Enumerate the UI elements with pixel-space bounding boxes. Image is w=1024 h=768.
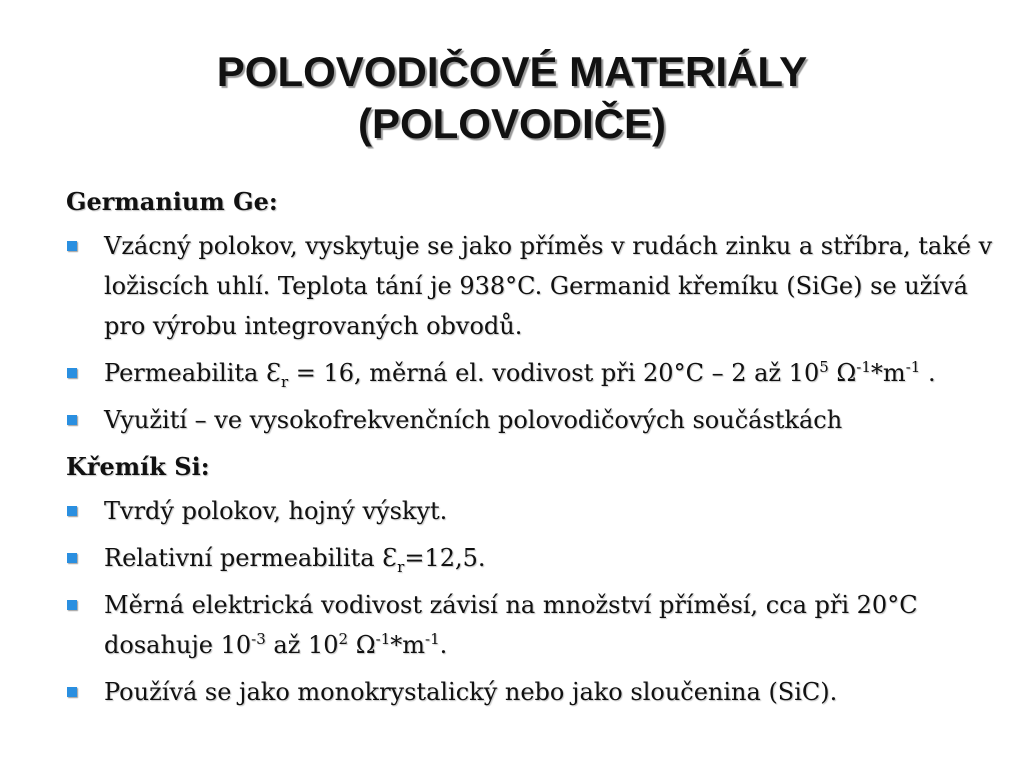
bullet-text-mid: Ω <box>348 631 376 659</box>
section-heading-germanium: Germanium Ge: <box>66 187 278 216</box>
bullet-text: Tvrdý polokov, hojný výskyt. <box>104 497 448 525</box>
kremik-bullet-list <box>66 491 996 712</box>
superscript: 5 <box>819 358 829 376</box>
subscript: r <box>397 557 405 576</box>
square-bullet-icon <box>67 600 77 610</box>
square-bullet-icon <box>67 553 77 563</box>
bullet-text-prefix: Relativní permeabilita Ɛ <box>104 544 398 572</box>
superscript: -1 <box>905 358 921 376</box>
superscript: -1 <box>856 358 871 376</box>
germanium-bullet-description <box>66 226 996 346</box>
superscript: -3 <box>251 630 266 648</box>
kremik-bullet-usage <box>66 672 996 712</box>
square-bullet-icon <box>67 241 77 251</box>
germanium-bullet-usage <box>66 400 996 440</box>
slide-title <box>0 46 1024 150</box>
bullet-text-mid: = 16, měrná el. vodivost při 20°C – 2 až 10 <box>288 359 820 387</box>
bullet-text-prefix: Permeabilita Ɛ <box>104 359 281 387</box>
square-bullet-icon <box>67 368 77 378</box>
bullet-text-mid: Ω <box>828 359 857 387</box>
bullet-text-mid: až 10 <box>265 631 339 659</box>
bullet-text: Používá se jako monokrystalický nebo jako sloučenina (SiC). <box>104 678 838 706</box>
bullet-text: Využití – ve vysokofrekvenčních polovodičových součástkách <box>104 406 843 434</box>
superscript: -1 <box>425 630 440 648</box>
bullet-text: Vzácný polokov, vyskytuje se jako příměs v rudách zinku a stříbra, také v ložiscích uhlí. Teplota tání je 938°C. Germanid křemíku (SiGe) se užívá pro výrobu integrovaných obvodů. <box>104 232 993 340</box>
bullet-text-end: =12,5. <box>404 544 486 572</box>
title-line-2: (POLOVODIČE) <box>357 100 666 147</box>
kremik-bullet-description <box>66 491 996 531</box>
bullet-text-mid: *m <box>870 359 906 387</box>
kremik-bullet-permeability <box>66 538 996 578</box>
germanium-bullet-permeability <box>66 353 996 393</box>
square-bullet-icon <box>67 687 77 697</box>
square-bullet-icon <box>67 506 77 516</box>
germanium-bullet-list <box>66 226 996 440</box>
bullet-text-prefix: Měrná elektrická vodivost závisí na množství příměsí, cca při 20°C dosahuje 10 <box>104 591 918 659</box>
section-heading-kremik: Křemík Si: <box>66 452 210 481</box>
slide-content <box>66 182 996 719</box>
bullet-text-end: . <box>439 631 448 659</box>
bullet-text-end: . <box>920 359 936 387</box>
kremik-bullet-conductivity <box>66 585 996 665</box>
title-line-1: POLOVODIČOVÉ MATERIÁLY <box>216 48 808 95</box>
bullet-text-mid: *m <box>390 631 426 659</box>
square-bullet-icon <box>67 415 77 425</box>
superscript: -1 <box>375 630 391 648</box>
subscript: r <box>280 372 289 391</box>
superscript: 2 <box>338 630 349 648</box>
